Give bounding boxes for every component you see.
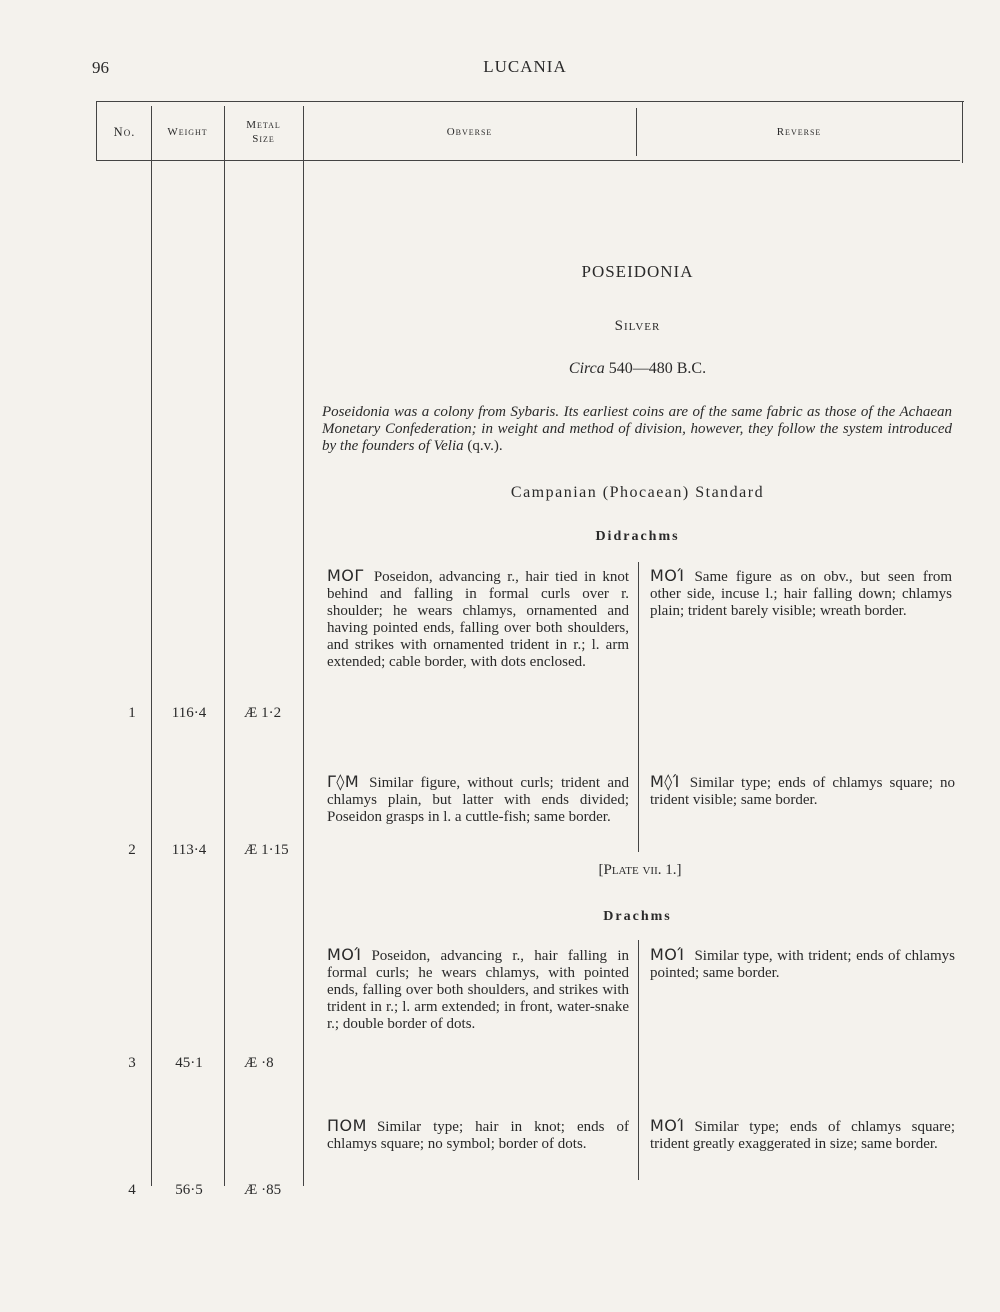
section-metal: Silver [614,318,661,334]
entry-2-obverse-text: Similar figure, without curls; trident and chlamys plain, but latter with ends divided; Poseidon grasps in l. a cuttle-fish; same border. [327,775,629,825]
entry-1-weight: 116·4 [171,705,207,721]
col-header-metal-line1: Metal [246,119,281,131]
entry-1-obverse-text: Poseidon, advancing r., hair tied in knot behind and falling in formal curls over r. shoulder; he wears chlamys, ornamented and having pointed ends, falling over both shoulders, and strikes with ornamented trident in r.; l. arm extended; cable border, with dots enclosed. [327,569,629,670]
entry-2-metal-size: Æ 1·15 [244,842,289,858]
date-range: 540—480 B.C. [608,360,707,377]
entry-1-metal-size: Æ 1·2 [244,705,282,721]
entry-4-reverse-text: Similar type; ends of chlamys square; trident greatly exaggerated in size; same border. [650,1119,955,1152]
entry-3-number: 3 [128,1055,136,1071]
obverse-reverse-divider-1 [638,562,639,852]
entry-3-reverse-legend: ΜΟΊ [650,945,685,964]
entry-4-obverse [327,1117,629,1153]
entry-3-obverse [327,946,629,1033]
entry-2-reverse [650,773,955,809]
entry-1-reverse-text: Same figure as on obv., but seen from other side, incuse l.; hair falling down; chlamys plain; trident barely visible; wreath border. [650,569,952,619]
entry-2-obverse-legend: Γ◊Μ [327,772,360,791]
col-divider-weight [224,106,225,1186]
entry-2-reverse-legend: Μ◊Ί [650,772,680,791]
entry-4-obverse-legend: ΠΟΜ [327,1116,367,1135]
entry-4-number: 4 [128,1182,136,1198]
col-header-reverse: Reverse [776,126,822,138]
entry-4-metal-size: Æ ·85 [244,1182,282,1198]
table-left-rule [96,101,97,160]
page-number: 96 [92,58,109,77]
col-header-metal-line2: Size [252,133,275,145]
entry-2-obverse [327,773,629,826]
denomination-drachms: Drachms [603,909,672,924]
col-header-metal [224,118,303,146]
entry-3-weight: 45·1 [175,1055,203,1071]
entry-4-weight: 56·5 [175,1182,203,1198]
table-right-rule [962,101,963,163]
entry-1-number: 1 [128,705,136,721]
entry-3-obverse-legend: ΜΟΊ [327,945,362,964]
weight-standard: Campanian (Phocaean) Standard [510,484,765,501]
entry-3-reverse-text: Similar type, with trident; ends of chlamys pointed; same border. [650,948,955,981]
running-head: LUCANIA [483,57,567,76]
intro-text: Poseidonia was a colony from Sybaris. Its earliest coins are of the same fabric as those of the Achaean Monetary Confederation; in weight and method of division, however, they follow the system introduced by the founders of Velia [322,404,952,454]
entry-3-metal-size: Æ ·8 [244,1055,274,1071]
denomination-didrachms: Didrachms [595,529,680,544]
section-date [305,360,970,378]
col-header-weight: Weight [167,126,208,138]
entry-3-reverse [650,946,955,982]
plate-reference: [Plate vii. 1.] [598,862,682,878]
entry-1-reverse-legend: ΜΟΊ [650,566,685,585]
obverse-reverse-divider-2 [638,940,639,1180]
entry-2-reverse-text: Similar type; ends of chlamys square; no trident visible; same border. [650,775,955,808]
col-header-obverse: Obverse [446,126,493,138]
entry-1-obverse [327,567,629,671]
date-prefix: Circa [568,360,605,377]
col-divider-no [151,106,152,1186]
col-header-no: No. [113,125,136,139]
col-divider-metal [303,106,304,1186]
header-bottom-rule [96,160,960,161]
entry-3-obverse-text: Poseidon, advancing r., hair falling in formal curls; he wears chlamys, with pointed ends, falling over both shoulders, and strikes with trident in r.; l. arm extended; in front, water-snake r.; double border of dots. [327,948,629,1032]
entry-1-reverse [650,567,952,620]
entry-1-obverse-legend: ΜΟΓ [327,566,364,585]
entry-4-reverse [650,1117,955,1153]
table-top-rule [96,101,964,102]
intro-ref: (q.v.). [467,438,503,454]
entry-4-obverse-text: Similar type; hair in knot; ends of chlamys square; no symbol; border of dots. [327,1119,629,1152]
section-intro [322,404,952,455]
entry-2-number: 2 [128,842,136,858]
entry-4-reverse-legend: ΜΟΊ [650,1116,685,1135]
entry-2-weight: 113·4 [171,842,207,858]
section-title: POSEIDONIA [581,262,694,281]
